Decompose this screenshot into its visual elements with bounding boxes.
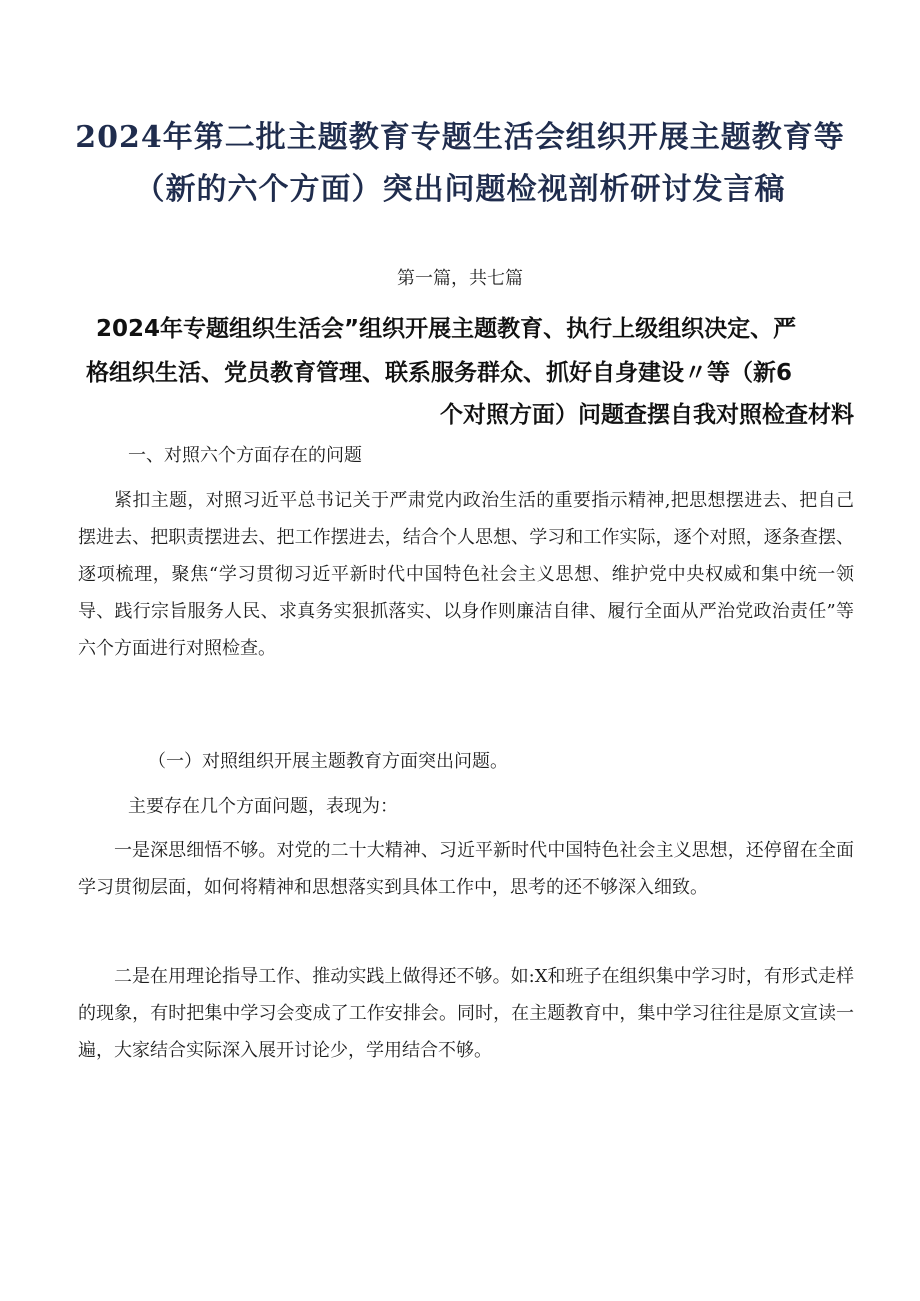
heading-one: 一、对照六个方面存在的问题 <box>128 445 362 466</box>
main-issues-label: 主要存在几个方面问题，表现为： <box>128 796 398 817</box>
point-two-paragraph: 二是在用理论指导工作、推动实践上做得还不够。如:X和班子在组织集中学习时，有形式走样的现象，有时把集中学习会变成了工作安排会。同时，在主题教育中，集中学习往往是原文宣读一遍，大家结合实际深入展开讨论少，学用结合不够。 <box>78 966 854 1061</box>
document-title-line-1: 2024年第二批主题教育专题生活会组织开展主题教育等 <box>75 120 845 155</box>
subtitle-line-1: 2024年专题组织生活会”组织开展主题教育、执行上级组织决定、严 <box>96 316 797 342</box>
subtitle-line-3: 个对照方面）问题查摆自我对照检查材料 <box>440 402 854 428</box>
document-title-line-2: （新的六个方面）突出问题检视剖析研讨发言稿 <box>134 172 786 207</box>
subheading-one: （一）对照组织开展主题教育方面突出问题。 <box>148 751 508 772</box>
intro-paragraph: 紧扣主题，对照习近平总书记关于严肃党内政治生活的重要指示精神,把思想摆进去、把自己摆进去、把职责摆进去、把工作摆进去，结合个人思想、学习和工作实际，逐个对照，逐条查摆、逐项梳理，聚焦“学习贯彻习近平新时代中国特色社会主义思想、维护党中央权威和集中统一领导、践行宗旨服务人民、求真务实狠抓落实、以身作则廉洁自律、履行全面从严治党政治责任”等六个方面进行对照检查。 <box>78 490 854 659</box>
subtitle-line-2: 格组织生活、党员教育管理、联系服务群众、抓好自身建设〃等（新6 <box>86 360 793 386</box>
point-one-paragraph: 一是深思细悟不够。对党的二十大精神、习近平新时代中国特色社会主义思想，还停留在全面学习贯彻层面，如何将精神和思想落实到具体工作中，思考的还不够深入细致。 <box>78 840 854 898</box>
section-label: 第一篇，共七篇 <box>397 268 523 289</box>
